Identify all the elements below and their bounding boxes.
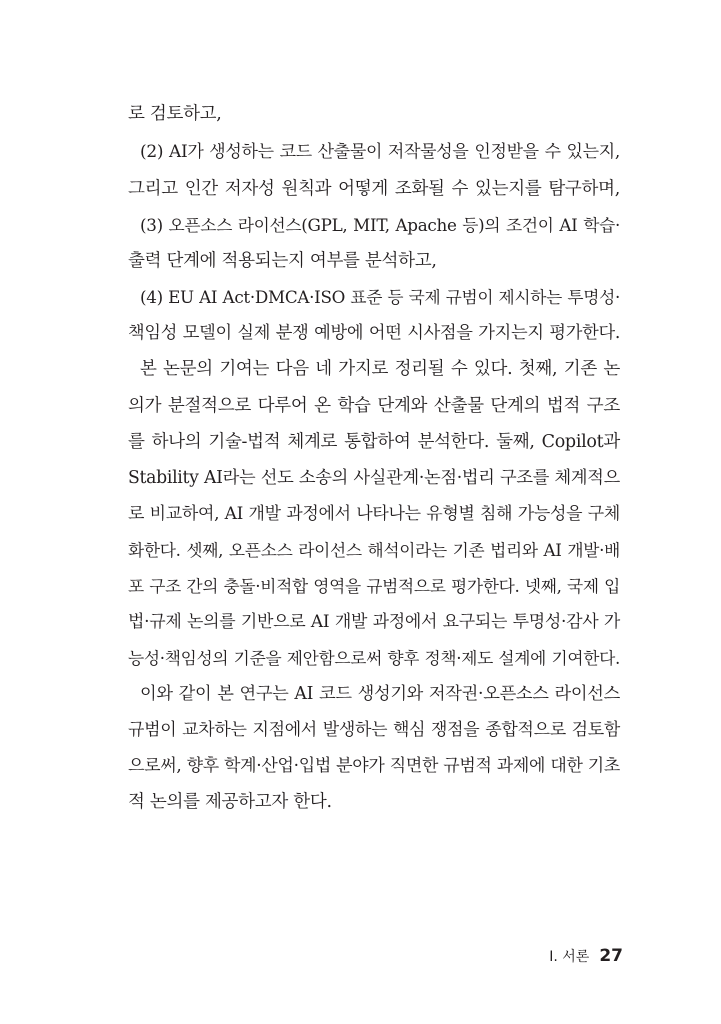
body-line-14: 포 구조 간의 충돌·비적합 영역을 규범적으로 평가한다. 넷째, 국제 입: [128, 576, 620, 596]
body-line-9: 의가 분절적으로 다루어 온 학습 단계와 산출물 단계의 법적 구조: [128, 396, 620, 416]
body-line-4: (3) 오픈소스 라이선스(GPL, MIT, Apache 등)의 조건이 AI 학습·: [140, 215, 620, 235]
footer-section-title: Ⅰ. 서론: [549, 949, 590, 965]
body-line-10: 를 하나의 기술-법적 체계로 통합하여 분석한다. 둘째, Copilot과: [128, 432, 620, 452]
body-line-6: (4) EU AI Act·DMCA·ISO 표준 등 국제 규범이 제시하는 투명성·: [140, 287, 620, 307]
body-line-7: 책임성 모델이 실제 분쟁 예방에 어떤 시사점을 가지는지 평가한다.: [128, 323, 620, 343]
body-line-8: 본 논문의 기여는 다음 네 가지로 정리될 수 있다. 첫째, 기존 논: [140, 359, 620, 379]
body-line-20: 적 논의를 제공하고자 한다.: [128, 792, 332, 812]
body-line-1: 로 검토하고,: [128, 104, 222, 124]
body-line-15: 법·규제 논의를 기반으로 AI 개발 과정에서 요구되는 투명성·감사 가: [128, 612, 620, 632]
body-line-12: 로 비교하여, AI 개발 과정에서 나타나는 유형별 침해 가능성을 구체: [128, 504, 620, 524]
body-line-13: 화한다. 셋째, 오픈소스 라이선스 해석이라는 기존 법리와 AI 개발·배: [128, 540, 620, 560]
body-line-18: 규범이 교차하는 지점에서 발생하는 핵심 쟁점을 종합적으로 검토함: [128, 720, 620, 740]
body-line-5: 출력 단계에 적용되는지 여부를 분석하고,: [128, 251, 437, 271]
body-line-17: 이와 같이 본 연구는 AI 코드 생성기와 저작권·오픈소스 라이선스: [140, 684, 620, 704]
body-line-3: 그리고 인간 저자성 원칙과 어떻게 조화될 수 있는지를 탐구하며,: [128, 179, 620, 199]
body-line-11: Stability AI라는 선도 소송의 사실관계·논점·법리 구조를 체계적으: [128, 468, 620, 488]
body-line-19: 으로써, 향후 학계·산업·입법 분야가 직면한 규범적 과제에 대한 기초: [128, 756, 620, 776]
body-line-2: (2) AI가 생성하는 코드 산출물이 저작물성을 인정받을 수 있는지,: [140, 142, 620, 162]
body-line-16: 능성·책임성의 기준을 제안함으로써 향후 정책·제도 설계에 기여한다.: [128, 648, 620, 668]
page-number: 27: [599, 946, 623, 966]
page-footer: [549, 946, 623, 970]
